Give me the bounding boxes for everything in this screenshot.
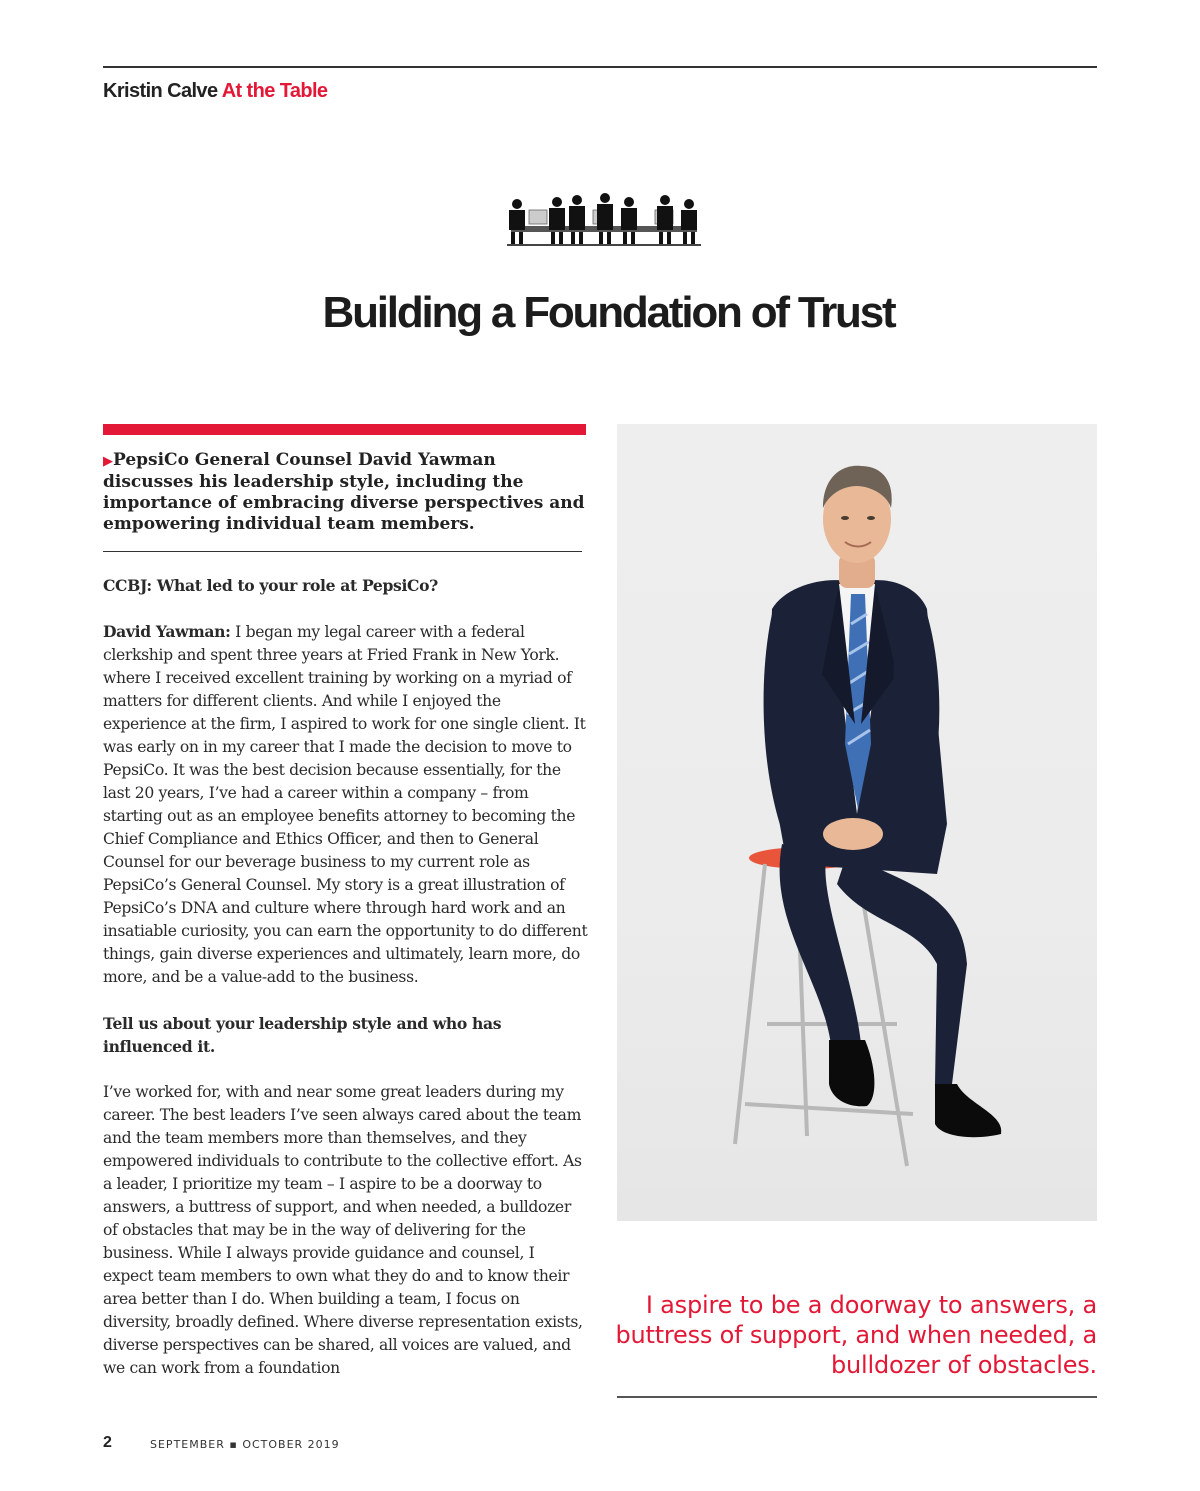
article-body <box>103 574 588 1403</box>
interview-answer <box>103 620 588 989</box>
page-number: 2 <box>103 1434 112 1451</box>
column-name: At the Table <box>221 80 328 102</box>
meeting-illustration <box>505 188 703 252</box>
portrait-photo <box>617 424 1097 1221</box>
answer-text: I’ve worked for, with and near some great leaders during my career. The best leaders I’ve seen always cared about the team and the team members more than themselves, and they empowered individuals to contribute to the collective effort. As a leader, I prioritize my team – I aspire to be a doorway to answers, a buttress of support, and when needed, a bulldozer of obstacles that may be in the way of delivering for the business. While I always provide guidance and counsel, I expect team members to own what they do and to know their area better than I do. When building a team, I focus on diversity, broadly defined. Where diverse representation exists, diverse perspectives can be shared, all voices are valued, and we can work from a foundation <box>103 1083 583 1377</box>
pull-quote: I aspire to be a doorway to answers, a buttress of support, and when needed, a bulldozer of obstacles. <box>615 1291 1097 1379</box>
author-name: Kristin Calve <box>103 80 218 102</box>
deck-divider <box>103 551 582 552</box>
interview-question: Tell us about your leadership style and who has influenced it. <box>103 1014 502 1056</box>
triangle-marker-icon: ▶ <box>103 454 113 469</box>
interview-answer <box>103 1081 588 1380</box>
issue-date: SEPTEMBER ▪ OCTOBER 2019 <box>150 1438 340 1451</box>
interview-question: CCBJ: What led to your role at PepsiCo? <box>103 576 438 595</box>
deck-accent-bar <box>103 424 586 435</box>
answer-text: I began my legal career with a federal clerkship and spent three years at Fried Frank in New York. where I received excellent training by working on a myriad of matters for different clients. And while I enjoyed the experience at the firm, I aspired to work for one single client. It was early on in my career that I made the decision to move to PepsiCo. It was the best decision because essentially, for the last 20 years, I’ve had a career within a company – from starting out as an employee benefits attorney to becoming the Chief Compliance and Ethics Officer, and then to General Counsel for our beverage business to my current role as PepsiCo’s General Counsel. My story is a great illustration of PepsiCo’s DNA and culture where through hard work and an insatiable curiosity, you can earn the opportunity to do different things, gain diverse experiences and ultimately, learn more, do more, and be a value-add to the business. <box>103 623 588 986</box>
header-rule <box>103 66 1097 68</box>
speaker-name: David Yawman: <box>103 622 231 641</box>
portrait-illustration <box>617 424 1097 1221</box>
article-headline: Building a Foundation of Trust <box>322 288 895 337</box>
section-label <box>103 80 327 103</box>
deck-text: PepsiCo General Counsel David Yawman discusses his leadership style, including the importance of embracing diverse perspectives and empowering individual team members. <box>103 450 585 534</box>
article-deck <box>103 450 589 535</box>
pull-quote-rule <box>617 1396 1097 1398</box>
